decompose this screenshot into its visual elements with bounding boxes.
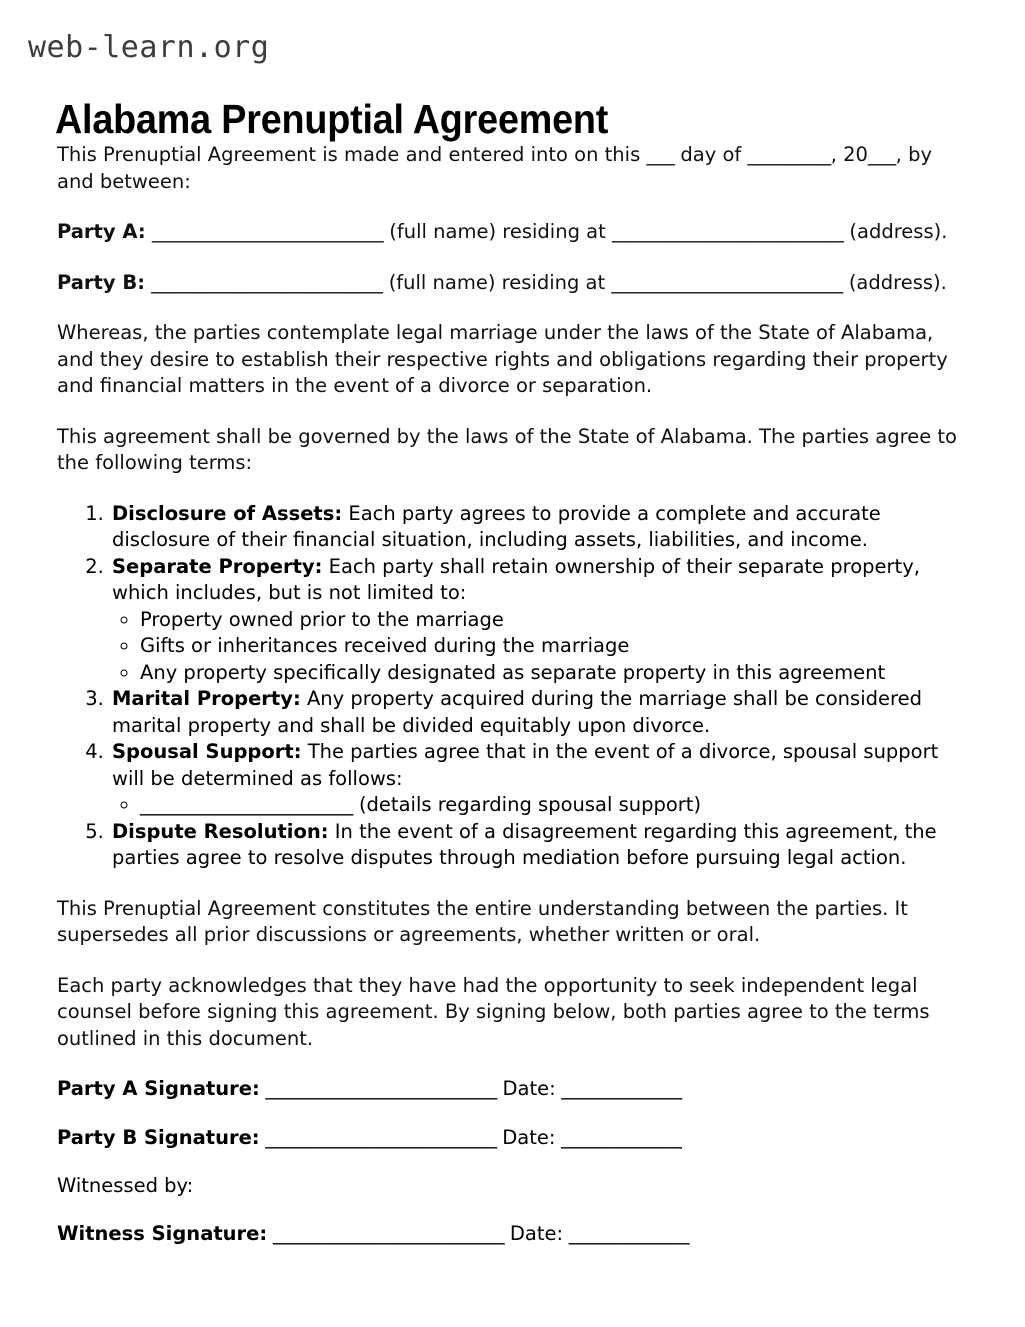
witness-signature-blank: _________________________ <box>267 1222 510 1246</box>
party-a-name-blank: _________________________ <box>151 220 384 244</box>
sublist-item <box>140 792 973 819</box>
term-text: Any property acquired during the marriage shall be considered marital property and shall be divided equitably upon divorce. <box>112 687 922 737</box>
term-heading: Marital Property: <box>112 687 301 711</box>
witness-signature-label: Witness Signature: <box>57 1222 268 1246</box>
document-body <box>57 142 973 1270</box>
sublist-item: ◦ Any property specifically designated as separate property in this agreement <box>140 660 973 687</box>
party-a-mid: (full name) residing at <box>389 220 606 244</box>
term-text: Each party agrees to provide a complete and accurate disclosure of their financial situation, including assets, liabilities, and income. <box>112 501 881 552</box>
term-item <box>110 686 973 739</box>
intro-text-b: day of <box>674 143 748 166</box>
party-a-address-blank: _________________________ <box>611 220 844 244</box>
party-a-date-label: Date: <box>502 1077 556 1101</box>
party-b-signature-label: Party B Signature: <box>57 1125 260 1149</box>
intro-text-a: This Prenuptial Agreement is made and entered into on this <box>57 143 647 166</box>
term-item <box>110 739 973 819</box>
term-item <box>110 501 973 554</box>
term-heading: Disclosure of Assets: <box>112 501 343 525</box>
blank-month: _________ <box>747 143 831 166</box>
party-b-block <box>57 270 973 297</box>
party-a-suffix: (address). <box>849 220 948 244</box>
independent-counsel-paragraph: Each party acknowledges that they have had the opportunity to seek independent legal counsel before signing this agreement. By signing below, both parties agree to the terms outlined in this document. <box>57 973 930 1050</box>
party-b-suffix: (address). <box>848 270 947 294</box>
term-heading: Dispute Resolution: <box>112 819 329 843</box>
intro-text-e: by and between: <box>57 143 932 193</box>
spousal-support-note: (details regarding spousal support) <box>352 793 702 817</box>
witness-date-label: Date: <box>509 1222 564 1246</box>
separate-property-sublist <box>112 607 973 687</box>
blank-year: ___ <box>867 143 896 166</box>
party-a-signature-line <box>57 1076 973 1101</box>
term-text: Each party shall retain ownership of their separate property, which includes, but is not limited to: <box>112 554 920 605</box>
governing-law-paragraph: This agreement shall be governed by the laws of the State of Alabama. The parties agree to the following terms: <box>57 424 957 475</box>
term-item <box>110 554 973 687</box>
party-a-signature-label: Party A Signature: <box>57 1077 260 1101</box>
term-text: The parties agree that in the event of a divorce, spousal support will be determined as follows: <box>112 740 939 790</box>
party-a-date-blank: _____________ <box>555 1077 682 1101</box>
entire-understanding-paragraph: This Prenuptial Agreement constitutes the entire understanding between the parties. It supersedes all prior discussions or agreements, whether written or oral. <box>57 896 908 947</box>
party-b-date-label: Date: <box>502 1125 556 1149</box>
sublist-item: ◦ Gifts or inheritances received during the marriage <box>140 633 973 660</box>
term-text: In the event of a disagreement regarding this agreement, the parties agree to resolve disputes through mediation before pursuing legal action. <box>112 819 937 870</box>
intro-text-c: , 20 <box>830 143 868 166</box>
party-a-block <box>57 219 973 246</box>
party-b-mid: (full name) residing at <box>388 270 606 294</box>
page-title: Alabama Prenuptial Agreement <box>55 96 609 143</box>
whereas-paragraph: Whereas, the parties contemplate legal marriage under the laws of the State of Alabama, and they desire to establish their respective rights and obligations regarding their property and financial matters in the event of a divorce or separation. <box>57 321 948 398</box>
party-b-date-blank: _____________ <box>555 1125 682 1149</box>
party-b-signature-line <box>57 1125 973 1150</box>
party-b-address-blank: _________________________ <box>611 270 843 294</box>
terms-list <box>57 501 973 872</box>
spousal-support-sublist <box>112 792 973 819</box>
party-a-label: Party A: <box>57 220 146 244</box>
term-heading: Spousal Support: <box>112 740 302 764</box>
witness-signature-line <box>57 1221 973 1246</box>
party-b-signature-blank: _________________________ <box>259 1125 503 1149</box>
party-a-signature-blank: _________________________ <box>259 1077 503 1101</box>
spousal-support-blank: _______________________ <box>140 793 353 817</box>
term-heading: Separate Property: <box>112 554 323 578</box>
intro-text-d: , <box>895 143 902 166</box>
party-b-label: Party B: <box>57 270 146 294</box>
term-item <box>110 819 973 872</box>
blank-day: ___ <box>646 143 675 166</box>
party-b-name-blank: _________________________ <box>151 270 383 294</box>
sublist-item: ◦ Property owned prior to the marriage <box>140 607 973 634</box>
site-brand: web-learn.org <box>28 30 270 65</box>
witnessed-by-label: Witnessed by: <box>57 1174 194 1198</box>
intro-paragraph <box>57 142 973 195</box>
witness-date-blank: _____________ <box>563 1222 689 1246</box>
